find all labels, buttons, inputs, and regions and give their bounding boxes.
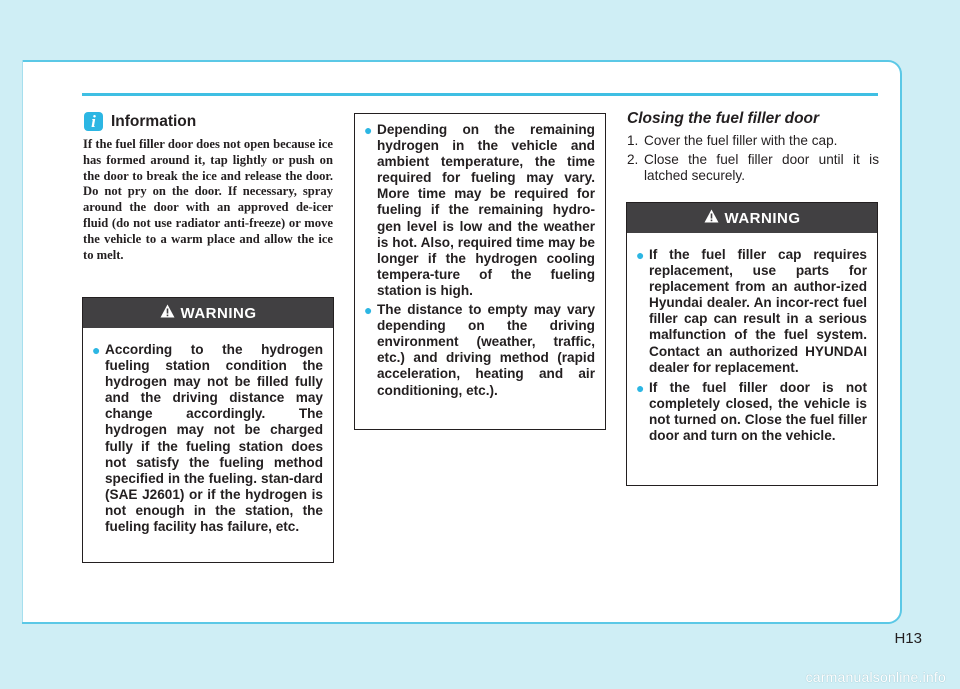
warning-box-left: [82, 297, 334, 563]
warning-title: WARNING: [724, 209, 801, 227]
warning-item: ● Depending on the remaining hydrogen in the vehicle and ambient temperature, the time required for fueling may vary. More time may be required for fueling if the remaining hydro-gen level is low and the weather is hot. Also, required time may be longer if the hydrogen cooling tempera-ture of the fueling station is high.: [364, 122, 595, 298]
watermark: carmanualsonline.info: [805, 669, 946, 685]
page-margin-line: [22, 60, 23, 622]
warning-triangle-icon: [160, 304, 175, 322]
bullet-icon: ●: [364, 122, 373, 138]
header-rule: [82, 93, 878, 96]
warning-item: ● If the fuel filler door is not completely closed, the vehicle is not turned on. Close the fuel filler door and turn on the vehicle.: [636, 379, 867, 444]
warning-list: [83, 328, 333, 535]
warning-box-right: [626, 202, 878, 486]
bullet-icon: ●: [364, 302, 373, 319]
warning-box-middle: [354, 113, 606, 430]
bullet-icon: ●: [92, 342, 101, 358]
step-item: 1. Cover the fuel filler with the cap.: [627, 133, 838, 148]
warning-item: ● According to the hydrogen fueling station condition the hydrogen may not be filled fully and the driving distance may change accordingly. The hydrogen may not be charged fully if the fueling station does not satisfy the fueling method specified in the fueling. stan-dard (SAE J2601) or if the hydrogen is not enough in the station, the fueling facility has failure, etc.: [92, 342, 323, 535]
info-icon: i: [84, 112, 103, 131]
page-number: H13: [894, 630, 922, 647]
step-item: 2. Close the fuel filler door until it is latched securely.: [627, 152, 879, 183]
section-title: Closing the fuel filler door: [627, 110, 820, 127]
bullet-icon: ●: [636, 379, 645, 396]
warning-header: [83, 298, 333, 328]
warning-list: [355, 114, 605, 399]
information-body: If the fuel filler door does not open because ice has formed around it, tap lightly or push on the door to break the ice and release the door. Do not pry on the door. If necessary, spray around the door with an approved de-icer fluid (do not use radiator anti-freeze) or move the vehicle to a warm place and allow the ice to melt.: [83, 137, 333, 262]
closing-steps: [627, 133, 879, 187]
warning-item: ● The distance to empty may vary depending on the driving environment (weather, traffic, etc.) and driving method (rapid acceleration, heating and air conditioning, etc.).: [364, 302, 595, 398]
warning-list: [627, 233, 877, 444]
warning-title: WARNING: [180, 304, 257, 322]
information-heading: [84, 112, 196, 131]
information-title: Information: [111, 112, 197, 130]
bullet-icon: ●: [636, 247, 645, 263]
warning-triangle-icon: [704, 209, 719, 227]
warning-header: [627, 203, 877, 233]
warning-item: ● If the fuel filler cap requires replacement, use parts for replacement from an author-ized Hyundai dealer. An incor-rect fuel filler cap can result in a serious malfunction of the fuel system. Contact an authorized HYUNDAI dealer for replacement.: [636, 247, 867, 375]
